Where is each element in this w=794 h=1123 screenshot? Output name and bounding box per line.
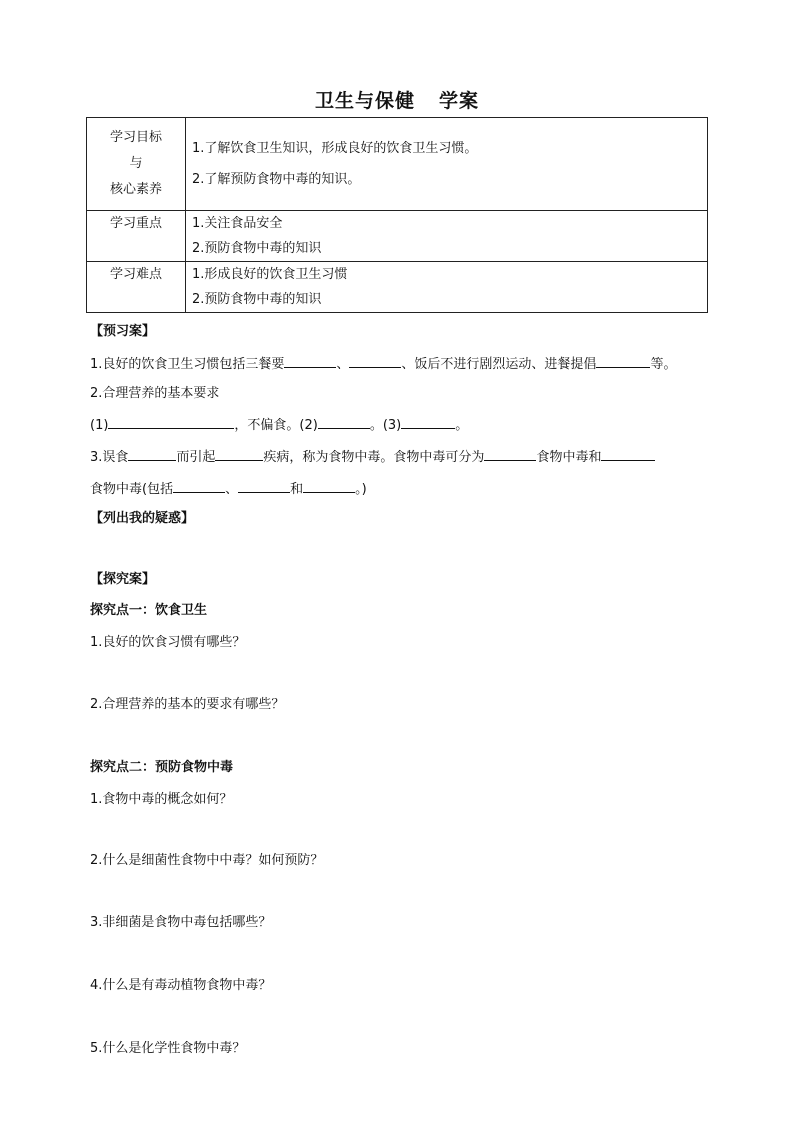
goal-item-2: 2.了解预防食物中毒的知识。 (192, 172, 361, 187)
answer-blank[interactable] (349, 353, 401, 368)
doubts-heading: 【列出我的疑惑】 (90, 511, 195, 526)
table-row (87, 118, 708, 211)
explore-point-2-question-2: 2.什么是细菌性食物中中毒？如何预防？ (90, 853, 324, 868)
answer-blank[interactable] (601, 446, 655, 461)
goal-label-line-2: 与 (129, 156, 143, 171)
preview-heading: 【预习案】 (90, 324, 156, 339)
answer-blank[interactable] (284, 353, 336, 368)
answer-blank[interactable] (108, 414, 234, 429)
preview-question-3-cont: 食物中毒(包括 、 和 。) (90, 478, 367, 500)
goal-label-line-3: 核心素养 (109, 182, 162, 197)
goal-item-1: 1.了解饮食卫生知识，形成良好的饮食卫生习惯。 (192, 141, 478, 156)
key-point-label: 学习重点 (87, 211, 186, 262)
title-sub: 学案 (439, 90, 480, 112)
preview-question-2-blanks: (1) ，不偏食。(2) 。(3) 。 (90, 414, 468, 436)
explore-point-2-question-1: 1.食物中毒的概念如何？ (90, 792, 233, 807)
goal-label-cell (87, 118, 186, 211)
preview-question-2: 2.合理营养的基本要求 (90, 386, 220, 401)
table-row (87, 262, 708, 313)
explore-point-1-question-1: 1.良好的饮食习惯有哪些？ (90, 635, 246, 650)
goal-label-line-1: 学习目标 (109, 130, 162, 145)
title-main: 卫生与保健 (314, 90, 415, 112)
explore-point-1-title: 探究点一：饮食卫生 (90, 603, 208, 618)
difficulty-content-cell (186, 262, 708, 313)
answer-blank[interactable] (596, 353, 650, 368)
answer-blank[interactable] (401, 414, 455, 429)
key-point-item-1: 1.关注食品安全 (192, 216, 283, 231)
answer-blank[interactable] (318, 414, 370, 429)
explore-point-2-title: 探究点二：预防食物中毒 (90, 760, 234, 775)
explore-heading: 【探究案】 (90, 572, 156, 587)
difficulty-label: 学习难点 (87, 262, 186, 313)
key-point-item-2: 2.预防食物中毒的知识 (192, 241, 322, 256)
answer-blank[interactable] (303, 478, 355, 493)
explore-point-2-question-5: 5.什么是化学性食物中毒？ (90, 1041, 246, 1056)
page-title (0, 86, 794, 113)
answer-blank[interactable] (484, 446, 536, 461)
preview-question-3: 3.误食 而引起 疾病，称为食物中毒。食物中毒可分为 食物中毒和 (90, 446, 655, 468)
goal-content-cell (186, 118, 708, 211)
answer-blank[interactable] (128, 446, 176, 461)
explore-point-1-question-2: 2.合理营养的基本的要求有哪些？ (90, 697, 285, 712)
explore-point-2-question-4: 4.什么是有毒动植物食物中毒？ (90, 978, 272, 993)
objectives-table (86, 117, 708, 313)
difficulty-item-1: 1.形成良好的饮食卫生习惯 (192, 267, 348, 282)
key-point-content-cell (186, 211, 708, 262)
difficulty-item-2: 2.预防食物中毒的知识 (192, 292, 322, 307)
answer-blank[interactable] (238, 478, 290, 493)
answer-blank[interactable] (215, 446, 263, 461)
explore-point-2-question-3: 3.非细菌是食物中毒包括哪些？ (90, 915, 272, 930)
answer-blank[interactable] (173, 478, 225, 493)
table-row (87, 211, 708, 262)
preview-question-1: 1.良好的饮食卫生习惯包括三餐要 、 、饭后不进行剧烈运动、进餐提倡 等。 (90, 353, 676, 375)
